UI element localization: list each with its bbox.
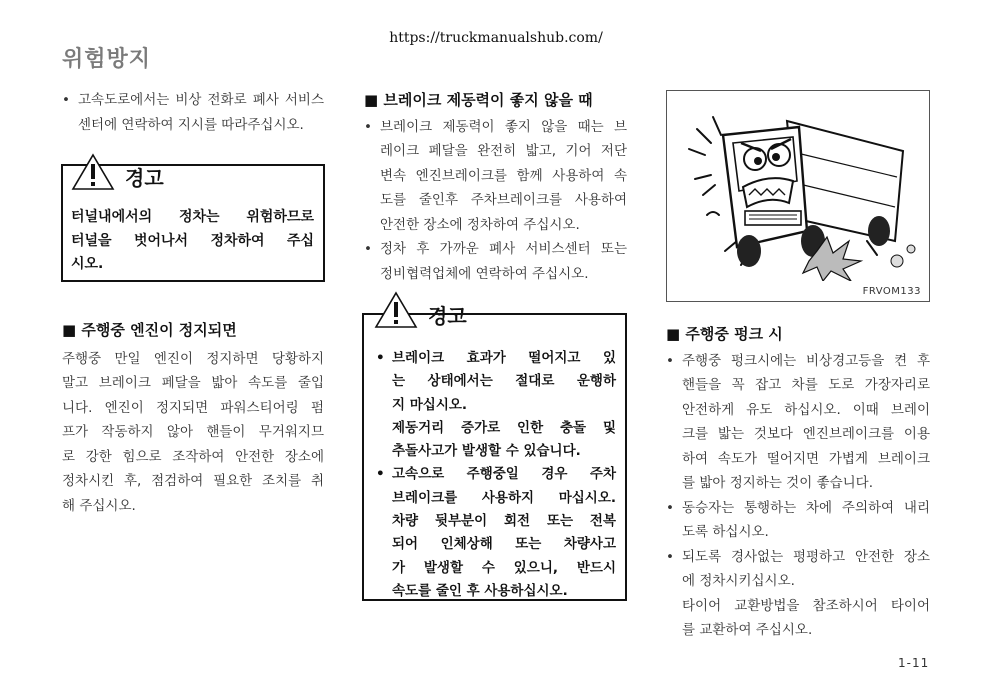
section-title: ■ 주행중 엔진이 정지되면 <box>62 321 237 339</box>
list-item <box>376 463 616 603</box>
text-line: 안전한 장소에 정차하여 주십시오. <box>380 216 580 233</box>
text-line: 를 밟아 정지하는 것이 좋습니다. <box>682 475 873 491</box>
text-line: 레이크 페달을 완전히 밟고, 기어 저단 <box>380 143 627 159</box>
text-line: 시오. <box>71 256 104 272</box>
bullet-dot: • <box>666 548 674 565</box>
text-line: 동승자는 통행하는 차에 주의하여 내리 <box>682 499 930 516</box>
text-line: 추돌사고가 발생할 수 있습니다. <box>392 443 581 460</box>
section-engine-stop <box>62 318 324 518</box>
text-line: 하여 속도가 떨어지면 가볍게 브레이크 <box>682 450 930 467</box>
section-brake-weak <box>364 88 627 286</box>
warning-triangle-icon <box>71 153 115 191</box>
text-line: 정차 후 가까운 폐사 서비스센터 또는 <box>380 241 627 257</box>
bullet-dot: • <box>62 92 70 108</box>
illustration-figure <box>666 90 930 302</box>
text-line: 지 마십시오. <box>392 396 468 413</box>
text-line: 터널내에서의 정차는 위험하므로 <box>71 209 314 225</box>
bullet-dot: • <box>666 499 674 516</box>
text-line: 프가 작동하지 않아 핸들이 무거워지므 <box>62 424 324 440</box>
bullet-dot: • <box>364 241 372 257</box>
text-line: 도록 하십시오. <box>682 524 769 540</box>
text-line: 해 주십시오. <box>62 497 136 514</box>
text-line: 정차시킨 후, 점검하여 필요한 조치를 취 <box>62 473 324 489</box>
text-line: 를 교환하여 주십시오. <box>682 622 813 638</box>
text-line: 브레이크 효과가 떨어지고 있 <box>392 350 616 366</box>
bullet-dot: • <box>666 352 674 369</box>
list-item <box>364 237 627 286</box>
text-line: 센터에 연락하여 지시를 따라주십시오. <box>78 116 304 133</box>
list-item <box>364 115 627 238</box>
text-line: 주행중 만일 엔진이 정지하면 당황하지 <box>62 350 324 367</box>
warning-label: 경고 <box>428 304 467 328</box>
text-line: 고속도로에서는 비상 전화로 폐사 서비스 <box>78 92 324 108</box>
text-line: 정비협력업체에 연락하여 주십시오. <box>380 265 589 282</box>
text-line: 고속으로 주행중일 경우 주차 <box>392 466 616 483</box>
text-line: 는 상태에서는 절대로 운행하 <box>392 373 616 390</box>
text-line: 니다. 엔진이 정지되면 파워스티어링 펌 <box>62 399 324 416</box>
section-title: ■ 주행중 펑크 시 <box>666 325 783 343</box>
text-line: 로 강한 힘으로 조작하여 안전한 장소에 <box>62 448 324 465</box>
page-number: 1-11 <box>898 656 930 670</box>
list-item <box>376 347 616 463</box>
bullet-dot: • <box>376 350 385 366</box>
bullet-dot: • <box>376 466 385 483</box>
text-line: 핸들을 꼭 잡고 차를 도로 가장자리로 <box>682 377 930 393</box>
col1-top-bullet <box>62 88 324 137</box>
text-line: 도를 줄인후 주차브레이크를 사용하여 <box>380 192 627 208</box>
text-line: 타이어 교환방법을 참조하시어 타이어 <box>682 597 930 614</box>
list-item <box>666 545 930 643</box>
text-line: 차량 뒷부분이 회전 또는 전복 <box>392 513 616 530</box>
warning-label: 경고 <box>125 166 164 190</box>
text-line: 주행중 펑크시에는 비상경고등을 켠 후 <box>682 352 930 369</box>
source-url: https://truckmanualshub.com/ <box>389 30 603 46</box>
text-line: 에 정차시키십시오. <box>682 573 795 589</box>
bullet-dot: • <box>364 118 372 135</box>
page-title: 위험방지 <box>62 47 152 72</box>
text-line: 크를 밟는 것보다 엔진브레이크를 이용 <box>682 426 930 442</box>
skidding-truck-icon <box>667 91 929 281</box>
warning-box-brake <box>362 304 627 601</box>
section-title: ■ 브레이크 제동력이 좋지 않을 때 <box>364 91 593 109</box>
list-item <box>666 349 930 496</box>
figure-caption: FRVOM133 <box>862 286 921 297</box>
text-line: 말고 브레이크 페달을 밟아 속도를 줄입 <box>62 375 324 391</box>
text-line: 브레이크를 사용하지 마십시오. <box>392 489 616 506</box>
text-line: 가 발생할 수 있으니, 반드시 <box>392 559 616 576</box>
list-item <box>666 496 930 545</box>
text-line: 터널을 벗어나서 정차하여 주십 <box>71 232 314 249</box>
warning-triangle-icon <box>374 291 418 329</box>
text-line: 안전하게 유도 하십시오. 이때 브레이 <box>682 401 930 418</box>
section-flat-tire <box>666 322 930 643</box>
text-line: 제동거리 증가로 인한 충돌 및 <box>392 419 616 436</box>
text-line: 되도록 경사없는 평평하고 안전한 장소 <box>682 548 930 565</box>
text-line: 변속 엔진브레이크를 함께 사용하여 속 <box>380 167 627 184</box>
text-line: 되어 인체상해 또는 차량사고 <box>392 536 616 553</box>
text-line: 속도를 줄인 후 사용하십시오. <box>392 582 568 599</box>
text-line: 브레이크 제동력이 좋지 않을 때는 브 <box>380 118 627 135</box>
warning-box-tunnel <box>61 164 325 282</box>
